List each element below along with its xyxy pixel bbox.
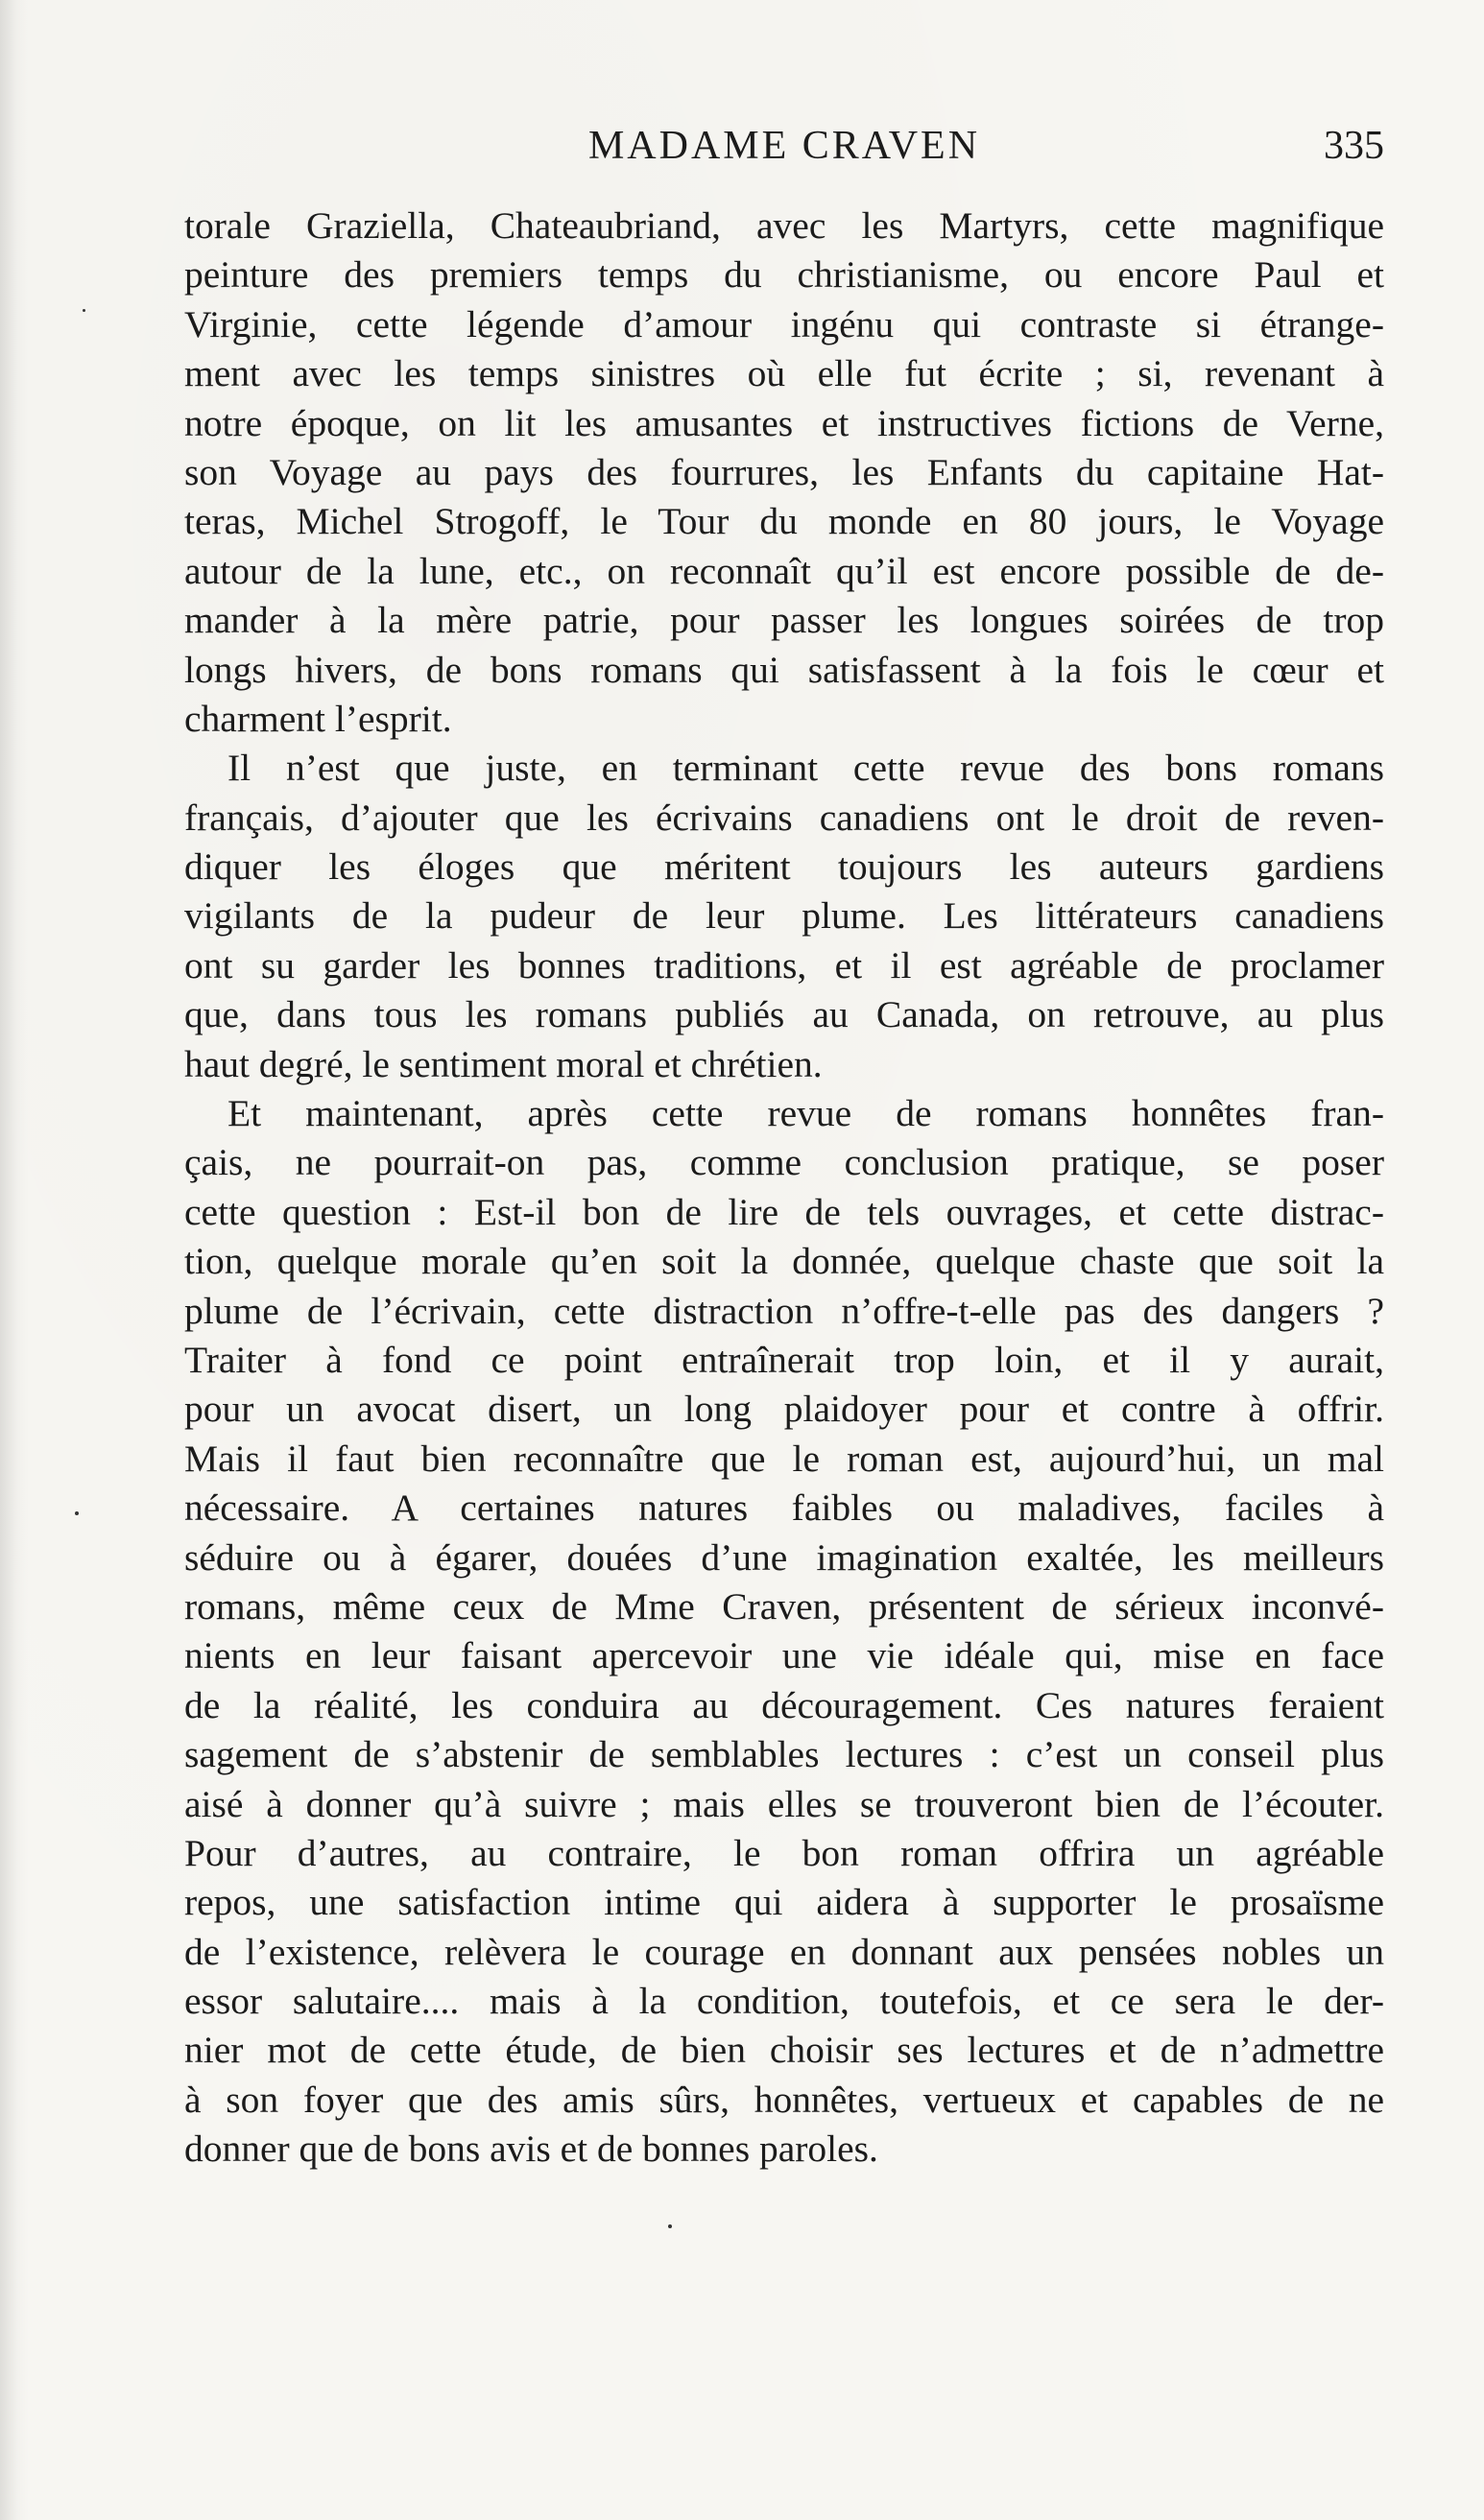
text-line: vigilants de la pudeur de leur plume. Les littérateurs canadiens [184, 894, 1384, 938]
page-header [184, 117, 1384, 175]
text-line: donner que de bons avis et de bonnes paroles. [184, 2128, 878, 2171]
text-line: repos, une satisfaction intime qui aidera à supporter le prosaïsme [184, 1881, 1384, 1924]
text-line: son Voyage au pays des fourrures, les Enfants du capitaine Hat- [184, 450, 1384, 493]
text-line: mander à la mère patrie, pour passer les longues soirées de trop [184, 599, 1384, 642]
text-line: Virginie, cette légende d’amour ingénu qui contraste si étrange- [184, 302, 1384, 345]
paragraph-2 [184, 744, 1384, 1089]
text-line: cette question : Est-il bon de lire de tels ouvrages, et cette distrac- [184, 1190, 1384, 1233]
text-line: peinture des premiers temps du christianisme, ou encore Paul et [184, 253, 1384, 297]
text-line: nier mot de cette étude, de bien choisir ses lectures et de n’admettre [184, 2029, 1384, 2072]
text-line: français, d’ajouter que les écrivains canadiens ont le droit de reven- [184, 796, 1384, 839]
text-line: Pour d’autres, au contraire, le bon roman offrira un agréable [184, 1831, 1384, 1874]
text-line: que, dans tous les romans publiés au Canada, on retrouve, au plus [184, 993, 1384, 1036]
text-line: nécessaire. A certaines natures faibles ou maladives, faciles à [184, 1486, 1384, 1530]
print-speck [75, 1511, 79, 1515]
text-line: autour de la lune, etc., on reconnaît qu’il est encore possible de de- [184, 549, 1384, 592]
text-line: nients en leur faisant apercevoir une vie idéale qui, mise en face [184, 1634, 1384, 1677]
text-line: aisé à donner qu’à suivre ; mais elles se trouveront bien de l’écouter. [184, 1782, 1384, 1825]
text-line: de l’existence, relèvera le courage en donnant aux pensées nobles un [184, 1930, 1384, 1973]
print-speck [668, 2224, 672, 2228]
text-line: plume de l’écrivain, cette distraction n’offre-t-elle pas des dangers ? [184, 1289, 1384, 1332]
text-line: haut degré, le sentiment moral et chrétien. [184, 1042, 823, 1085]
running-title: MADAME CRAVEN [587, 124, 981, 168]
paragraph-3 [184, 1089, 1384, 2175]
paragraph-1 [184, 202, 1384, 744]
text-line: séduire ou à égarer, douées d’une imagination exaltée, les meilleurs [184, 1535, 1384, 1579]
text-line: de la réalité, les conduira au découragement. Ces natures feraient [184, 1683, 1384, 1726]
text-line: tion, quelque morale qu’en soit la donnée, quelque chaste que soit la [184, 1240, 1384, 1283]
text-line: Il n’est que juste, en terminant cette revue des bons romans [227, 747, 1384, 790]
page-number: 335 [1324, 124, 1384, 168]
print-speck [83, 309, 85, 312]
text-line: teras, Michel Strogoff, le Tour du monde en 80 jours, le Voyage [184, 500, 1384, 543]
text-line: Et maintenant, après cette revue de romans honnêtes fran- [227, 1092, 1384, 1135]
text-line: charment l’esprit. [184, 697, 452, 740]
text-line: romans, même ceux de Mme Craven, présentent de sérieux inconvé- [184, 1584, 1384, 1628]
text-line: diquer les éloges que méritent toujours les auteurs gardiens [184, 845, 1384, 889]
text-line: Traiter à fond ce point entraînerait trop loin, et il y aurait, [184, 1338, 1384, 1381]
text-line: à son foyer que des amis sûrs, honnêtes, vertueux et capables de ne [184, 2078, 1384, 2121]
text-line: longs hivers, de bons romans qui satisfassent à la fois le cœur et [184, 648, 1384, 691]
text-line: Mais il faut bien reconnaître que le roman est, aujourd’hui, un mal [184, 1437, 1384, 1480]
text-line: essor salutaire.... mais à la condition, toutefois, et ce sera le der- [184, 1980, 1384, 2023]
page-gutter-shadow [0, 0, 29, 2520]
text-line: sagement de s’abstenir de semblables lectures : c’est un conseil plus [184, 1733, 1384, 1776]
text-line: pour un avocat disert, un long plaidoyer pour et contre à offrir. [184, 1388, 1384, 1431]
text-line: çais, ne pourrait-on pas, comme conclusion pratique, se poser [184, 1141, 1384, 1184]
text-line: torale Graziella, Chateaubriand, avec les Martyrs, cette magnifique [184, 204, 1384, 247]
text-line: ont su garder les bonnes traditions, et il est agréable de proclamer [184, 943, 1384, 987]
text-line: ment avec les temps sinistres où elle fut écrite ; si, revenant à [184, 352, 1384, 395]
text-line: notre époque, on lit les amusantes et instructives fictions de Verne, [184, 401, 1384, 444]
body-text [184, 202, 1384, 2175]
